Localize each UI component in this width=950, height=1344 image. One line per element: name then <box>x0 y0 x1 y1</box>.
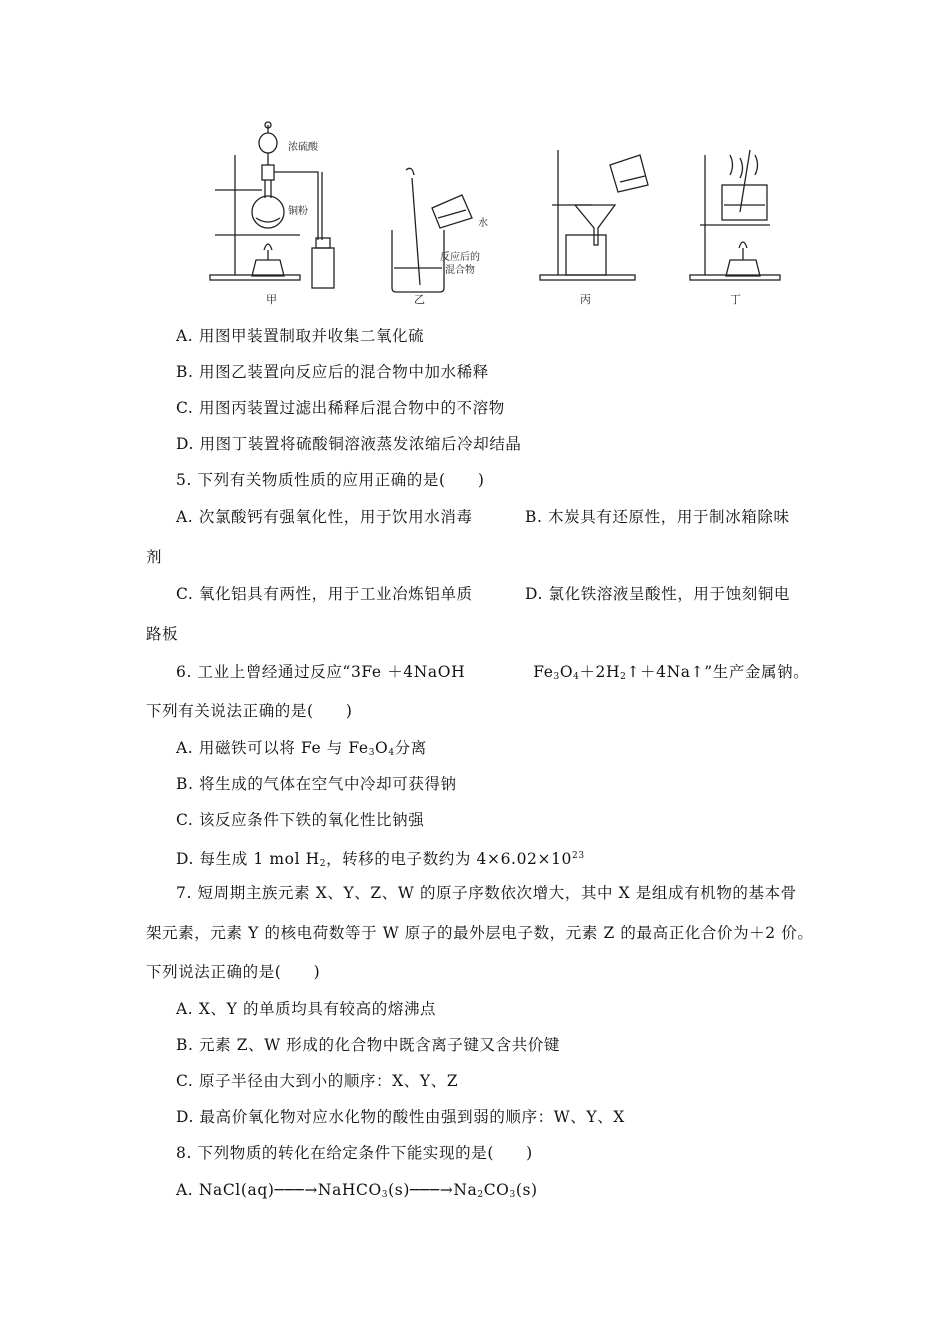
q6-a-sub1: 3 <box>368 748 376 758</box>
caption-jia: 甲 <box>266 293 277 306</box>
label-conc-acid: 浓硫酸 <box>288 142 318 153</box>
q7-option-c: C. 原子半径由大到小的顺序：X、Y、Z <box>176 1072 459 1090</box>
q6-option-c: C. 该反应条件下铁的氧化性比钠强 <box>176 811 425 829</box>
q7-stem-cont-2: 下列说法正确的是( ) <box>146 963 321 981</box>
q8-stem: 8. 下列物质的转化在给定条件下能实现的是( ) <box>176 1144 533 1162</box>
q6-stem-start: 6. 工业上曾经通过反应“3Fe ＋4NaOH <box>176 663 466 681</box>
q6-stem-cont: 下列有关说法正确的是( ) <box>146 702 353 720</box>
q4-option-b: B. 用图乙装置向反应后的混合物中加水稀释 <box>176 363 489 381</box>
q8-a-sub3: 3 <box>509 1190 516 1200</box>
q6-a-pre: A. 用磁铁可以将 Fe 与 Fe <box>176 739 369 757</box>
q6-d-sup: 23 <box>572 851 585 861</box>
q8-a-mid2: CO <box>483 1181 510 1199</box>
q6-d-pre: D. 每生成 1 mol H <box>176 850 320 868</box>
q6-d-sub: 2 <box>319 859 327 869</box>
q6-option-a <box>176 738 427 763</box>
caption-ding: 丁 <box>730 293 741 306</box>
q6-option-b: B. 将生成的气体在空气中冷却可获得钠 <box>176 775 457 793</box>
q6-a-mid: O <box>375 739 389 757</box>
q6-d-post: ，转移的电子数约为 4×6.02×10 <box>326 850 573 868</box>
q6-stem-h-sub: 2 <box>620 672 627 682</box>
q6-stem-fe: Fe <box>533 663 554 681</box>
q4-option-d: D. 用图丁装置将硫酸铜溶液蒸发浓缩后冷却结晶 <box>176 435 522 453</box>
q5-option-c: C. 氧化铝具有两性，用于工业冶炼铝单质 <box>176 585 473 603</box>
q7-option-d: D. 最高价氧化物对应水化物的酸性由强到弱的顺序：W、Y、X <box>176 1108 625 1126</box>
q7-option-a: A. X、Y 的单质均具有较高的熔沸点 <box>176 1000 437 1018</box>
q6-option-d <box>176 846 585 874</box>
q6-a-sub2: 4 <box>388 748 395 758</box>
q8-a-mid: (s)───→Na <box>388 1181 478 1199</box>
caption-yi: 乙 <box>414 293 425 306</box>
label-mixture-2: 混合物 <box>445 265 475 276</box>
q8-a-pre: A. NaCl(aq)───→NaHCO <box>176 1181 382 1199</box>
q7-stem: 7. 短周期主族元素 X、Y、Z、W 的原子序数依次增大，其中 X 是组成有机物的基本骨 <box>176 884 797 902</box>
q4-option-c: C. 用图丙装置过滤出稀释后混合物中的不溶物 <box>176 399 505 417</box>
q5-option-a: A. 次氯酸钙有强氧化性，用于饮用水消毒 <box>176 508 473 526</box>
apparatus-figure <box>200 110 800 315</box>
q8-a-sub1: 3 <box>381 1190 389 1200</box>
apparatus-diagram <box>200 110 800 315</box>
apparatus-ding <box>690 150 780 280</box>
q4-option-a: A. 用图甲装置制取并收集二氧化硫 <box>176 327 425 345</box>
q8-a-sub2: 2 <box>477 1190 484 1200</box>
label-water: 水 <box>478 218 488 229</box>
q7-option-b: B. 元素 Z、W 形成的化合物中既含离子键又含共价键 <box>176 1036 561 1054</box>
q8-option-a <box>176 1180 538 1205</box>
q6-stem-end: ↑＋4Na↑”生产金属钠。 <box>626 663 810 681</box>
caption-bing: 丙 <box>580 293 591 306</box>
q6-stem <box>176 662 809 687</box>
q6-a-post: 分离 <box>394 739 427 757</box>
q5-option-d: D. 氯化铁溶液呈酸性，用于蚀刻铜电 <box>525 585 791 603</box>
label-mixture-1: 反应后的 <box>440 252 480 263</box>
q5-stem: 5. 下列有关物质性质的应用正确的是( ) <box>176 471 485 489</box>
q7-stem-cont-1: 架元素，元素 Y 的核电荷数等于 W 原子的最外层电子数，元素 Z 的最高正化合价为＋2 价。 <box>146 924 814 942</box>
q5-option-b: B. 木炭具有还原性，用于制冰箱除味 <box>525 508 790 526</box>
apparatus-bing <box>540 150 648 280</box>
q6-stem-o-sub: 4 <box>573 672 580 682</box>
q6-stem-fe-sub: 3 <box>553 672 560 682</box>
label-copper: 铜粉 <box>288 206 308 217</box>
q5-option-b-cont: 剂 <box>146 548 163 566</box>
q6-stem-h: ＋2H <box>579 663 621 681</box>
q5-option-d-cont: 路板 <box>146 625 179 643</box>
q6-stem-o: O <box>559 663 574 681</box>
q8-a-post: (s) <box>515 1181 538 1199</box>
